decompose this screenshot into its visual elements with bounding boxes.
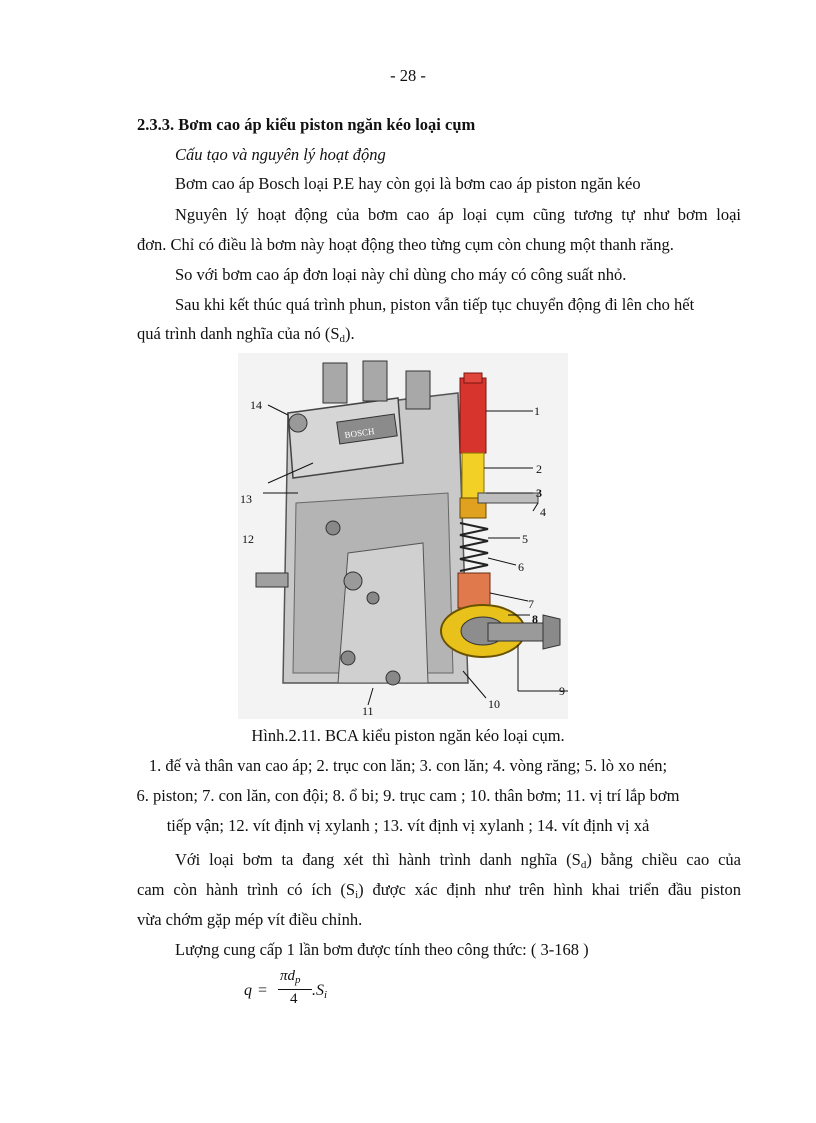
pump-figure	[238, 353, 568, 719]
legend-line-2: 6. piston; 7. con lăn, con đội; 8. ổ bi; 9. trục cam ; 10. thân bơm; 11. vị trí lắp bơm	[136, 786, 680, 805]
page-number: - 28 -	[390, 66, 426, 85]
figure-label: 12	[242, 532, 254, 546]
figure-label: 2	[536, 462, 542, 476]
figure-label: 7	[528, 597, 534, 611]
paragraph-5-line-1: Với loại bơm ta đang xét thì hành trình danh nghĩa $(S_d)$ bằng chiều cao của	[175, 850, 742, 871]
figure-label: 4	[540, 505, 546, 519]
figure-label: 9	[559, 684, 565, 698]
figure-label: 13	[240, 492, 252, 506]
paragraph-6: Lượng cung cấp 1 lần bơm được tính theo công thức: ( 3-168 )	[175, 940, 589, 959]
figure-label: 11	[362, 704, 374, 718]
formula-lhs: q	[244, 982, 252, 999]
paragraph-5-line-3: vừa chớm gặp mép vít điều chỉnh.	[137, 910, 363, 929]
formula-denominator: 4	[290, 991, 298, 1007]
figure-label: 6	[518, 560, 524, 574]
formula-rhs: $.S_i$	[312, 982, 328, 1001]
paragraph-3: So với bơm cao áp đơn loại này chỉ dùng cho máy có công suất nhỏ.	[175, 265, 627, 284]
legend-line-1: 1. đế và thân van cao áp; 2. trục con lăn; 3. con lăn; 4. vòng răng; 5. lò xo nén;	[148, 756, 668, 775]
brand-label: BOSCH	[343, 426, 376, 441]
formula	[240, 966, 380, 1016]
paragraph-1: Bơm cao áp Bosch loại P.E hay còn gọi là bơm cao áp piston ngăn kéo	[175, 174, 641, 193]
figure-label: 1	[534, 404, 540, 418]
formula-numerator: $\pi d_p$	[280, 968, 301, 986]
fraction-bar	[278, 989, 312, 990]
paragraph-5-line-2: cam còn hành trình có ích $(S_i)$ được xác định như trên hình khai triển đầu piston	[137, 880, 741, 901]
paragraph-2-line-1: Nguyên lý hoạt động của bơm cao áp loại cụm cũng tương tự như bơm loại	[175, 205, 741, 224]
subheading: Cấu tạo và nguyên lý hoạt động	[175, 145, 386, 164]
figure-label: 5	[522, 532, 528, 546]
formula-equals: =	[258, 982, 268, 999]
pump-illustration	[238, 353, 568, 719]
paragraph-4-line-1: Sau khi kết thúc quá trình phun, piston vẫn tiếp tục chuyển động đi lên cho hết	[175, 295, 695, 314]
section-heading: 2.3.3. Bơm cao áp kiểu piston ngăn kéo loại cụm	[137, 115, 476, 134]
figure-label: 3	[536, 486, 542, 500]
figure-label: 8	[532, 612, 538, 626]
legend-line-3: tiếp vận; 12. vít định vị xylanh ; 13. vít định vị xylanh ; 14. vít định vị xả	[166, 816, 650, 835]
figure-caption: Hình.2.11. BCA kiểu piston ngăn kéo loại cụm.	[251, 726, 565, 745]
figure-label: 14	[250, 398, 262, 412]
figure-label: 10	[488, 697, 500, 711]
paragraph-4-line-2: quá trình danh nghĩa của nó $(S_d)$.	[137, 324, 355, 345]
paragraph-2-line-2: đơn. Chỉ có điều là bơm này hoạt động theo từng cụm còn chung một thanh răng.	[137, 235, 674, 254]
